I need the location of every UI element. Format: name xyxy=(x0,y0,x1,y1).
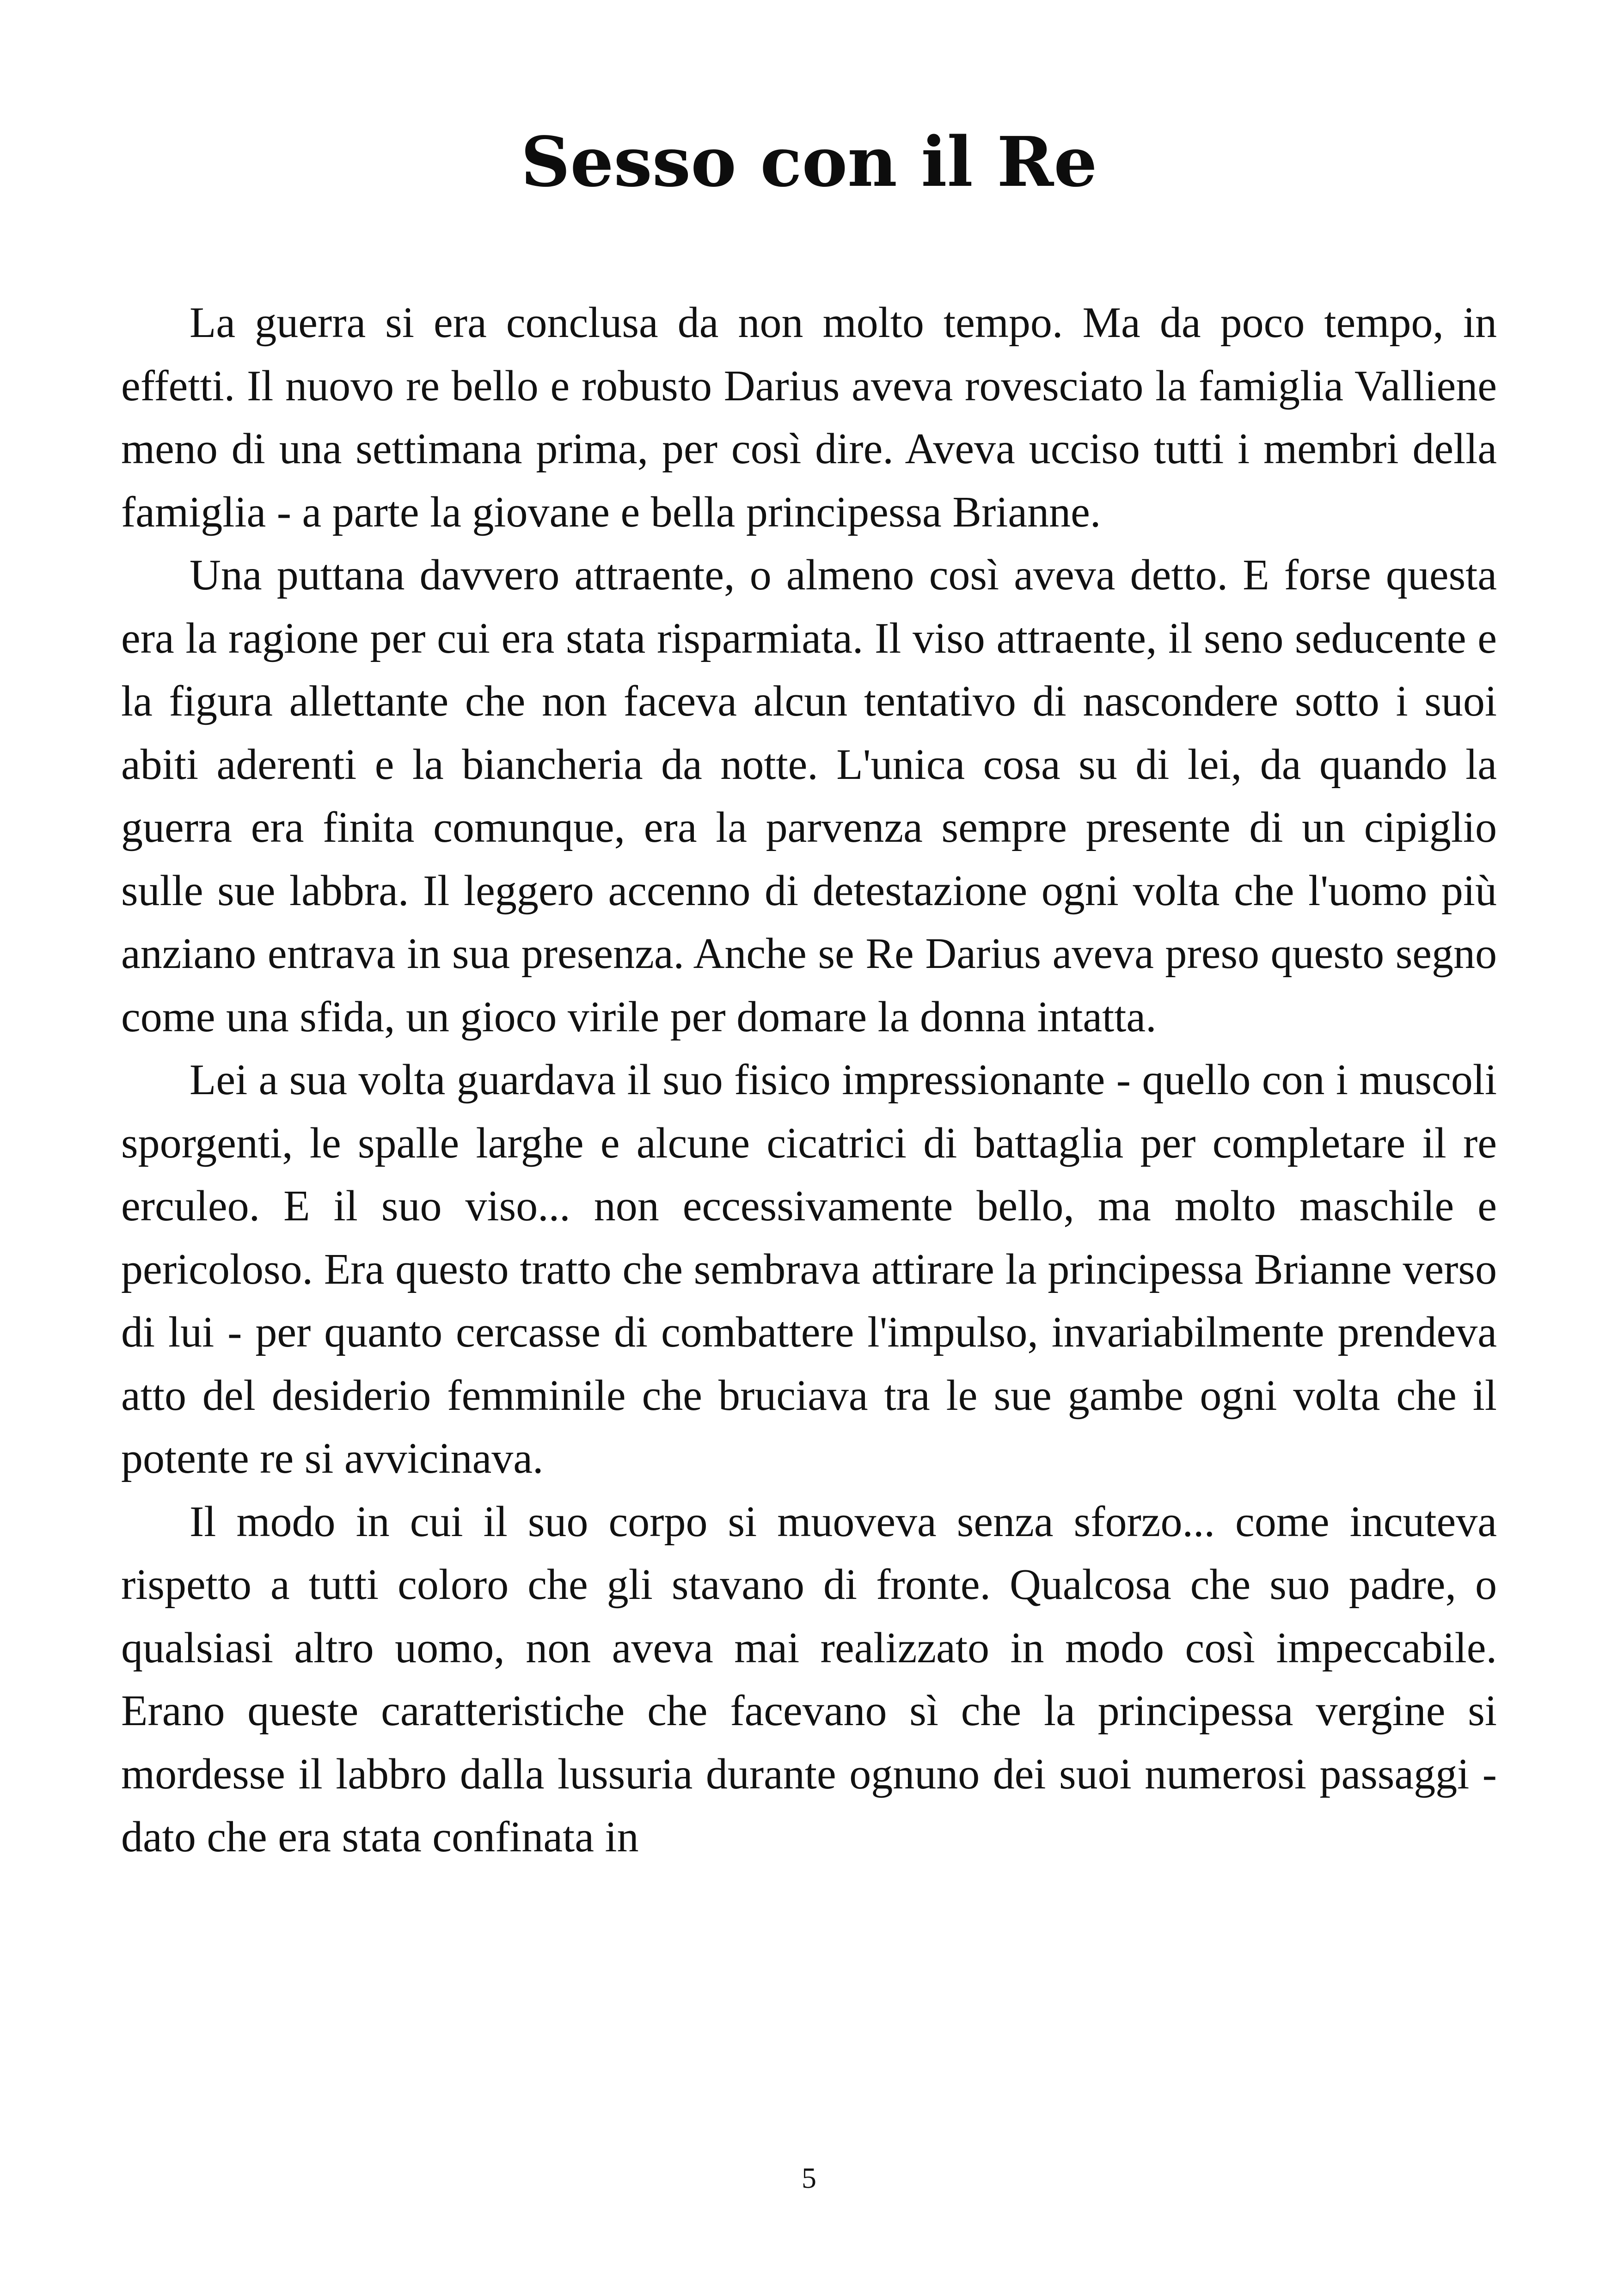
paragraph: Lei a sua volta guardava il suo fisico impressionante - quello con i muscoli sporgenti, le spalle larghe e alcune cicatrici di battaglia per completare il re erculeo. E il suo viso... non eccessivamente bello, ma molto maschile e pericoloso. Era questo tratto che sembrava attirare la principessa Brianne verso di lui - per quanto cercasse di combattere l'impulso, invariabilmente prendeva atto del desiderio femminile che bruciava tra le sue gambe ogni volta che il potente re si avvicinava. xyxy=(121,1056,1497,1482)
paragraph: La guerra si era conclusa da non molto tempo. Ma da poco tempo, in effetti. Il nuovo re bello e robusto Darius aveva rovesciato la famiglia Valliene meno di una settimana prima, per così dire. Aveva ucciso tutti i membri della famiglia - a parte la giovane e bella principessa Brianne. xyxy=(121,299,1497,536)
chapter-title: Sesso con il Re xyxy=(521,122,1097,202)
body-text xyxy=(121,291,1497,1869)
paragraph: Una puttana davvero attraente, o almeno così aveva detto. E forse questa era la ragione per cui era stata risparmiata. Il viso attraente, il seno seducente e la figura allettante che non faceva alcun tentativo di nascondere sotto i suoi abiti aderenti e la biancheria da notte. L'unica cosa su di lei, da quando la guerra era finita comunque, era la parvenza sempre presente di un cipiglio sulle sue labbra. Il leggero accenno di detestazione ogni volta che l'uomo più anziano entrava in sua presenza. Anche se Re Darius aveva preso questo segno come una sfida, un gioco virile per domare la donna intatta. xyxy=(121,551,1497,1041)
paragraph: Il modo in cui il suo corpo si muoveva senza sforzo... come incuteva rispetto a tutti coloro che gli stavano di fronte. Qualcosa che suo padre, o qualsiasi altro uomo, non aveva mai realizzato in modo così impeccabile. Erano queste caratteristiche che facevano sì che la principessa vergine si mordesse il labbro dalla lussuria durante ognuno dei suoi numerosi passaggi - dato che era stata confinata in xyxy=(121,1497,1497,1861)
page-number: 5 xyxy=(802,2161,816,2194)
